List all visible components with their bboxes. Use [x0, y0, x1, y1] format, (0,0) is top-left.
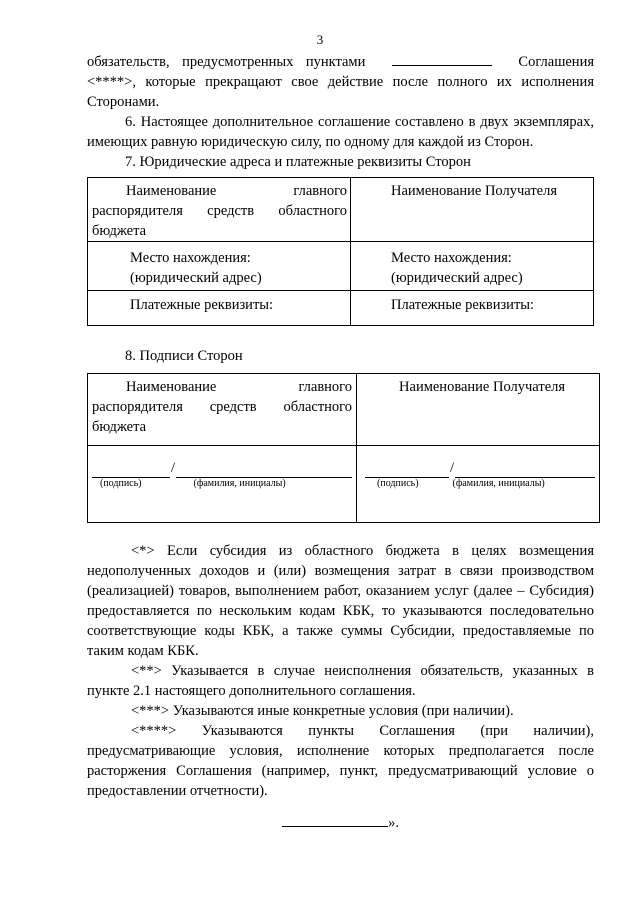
document-body [87, 52, 594, 833]
table-row [88, 178, 594, 242]
name-blank [176, 463, 352, 478]
left-signature-block [88, 446, 357, 523]
footnote-4: <****> Указываются пункты Соглашения (при наличии), предусматривающие условия, исполнение которых предполагается после расторжения Соглашения (например, пункт, предусматривающий условие о предоставлении отчетности). [87, 723, 594, 799]
signature-line: / [92, 462, 352, 478]
requisites-right-payment: Платежные реквизиты: [351, 291, 594, 326]
intro-paragraph [87, 52, 594, 112]
clause-6: 6. Настоящее дополнительное соглашение составлено в двух экземплярах, имеющих равную юридическую силу, по одному для каждой из Сторон. [87, 114, 594, 150]
closing-quote: ». [388, 815, 399, 831]
clause-8-heading: 8. Подписи Сторон [125, 348, 243, 364]
table-row [88, 374, 600, 446]
signature-label: (подпись) [377, 478, 419, 489]
table-row [88, 446, 600, 523]
requisites-left-location: Место нахождения: (юридический адрес) [88, 242, 351, 291]
table-row [88, 242, 594, 291]
requisites-left-name: Наименование главного распорядителя средств областного бюджета [88, 178, 351, 242]
signatures-left-name: Наименование главного распорядителя средств областного бюджета [88, 374, 357, 446]
clause-7-heading: 7. Юридические адреса и платежные реквизиты Сторон [125, 154, 471, 170]
closing-blank [282, 814, 388, 827]
name-label: (фамилия, инициалы) [452, 478, 545, 489]
requisites-table [87, 177, 594, 326]
requisites-right-name: Наименование Получателя [351, 178, 594, 242]
right-signature-block [357, 446, 600, 523]
signature-line: / [365, 462, 595, 478]
signatures-table [87, 373, 600, 523]
name-blank [455, 463, 595, 478]
signatures-right-name: Наименование Получателя [357, 374, 600, 446]
footnote-2: <**> Указывается в случае неисполнения обязательств, указанных в пункте 2.1 настоящего дополнительного соглашения. [87, 663, 594, 699]
closing-line [87, 813, 594, 833]
requisites-left-payment: Платежные реквизиты: [88, 291, 351, 326]
footnote-1: <*> Если субсидия из областного бюджета в целях возмещения недополученных доходов и (или) возмещения затрат в связи производством (реализацией) товаров, выполнением работ, оказанием услуг (далее – Субсидия) предоставляется по нескольким кодам КБК, то указываются последовательно соответствующие коды КБК, а также суммы Субсидии, предоставляемые по таким кодам КБК. [87, 543, 594, 659]
signature-label: (подпись) [100, 478, 142, 489]
table-row [88, 291, 594, 326]
footnote-3: <***> Указываются иные конкретные условия (при наличии). [131, 703, 514, 719]
intro-text-1: обязательств, предусмотренных пунктами [87, 54, 366, 70]
points-blank [392, 53, 492, 66]
intro-text-2: Соглашения <****>, которые прекращают свое действие после полного их исполнения Сторонами. [87, 54, 595, 110]
page-number: 3 [316, 32, 324, 47]
name-label: (фамилия, инициалы) [193, 478, 286, 489]
signature-blank [92, 463, 170, 478]
signature-blank [365, 463, 449, 478]
requisites-right-location: Место нахождения: (юридический адрес) [351, 242, 594, 291]
